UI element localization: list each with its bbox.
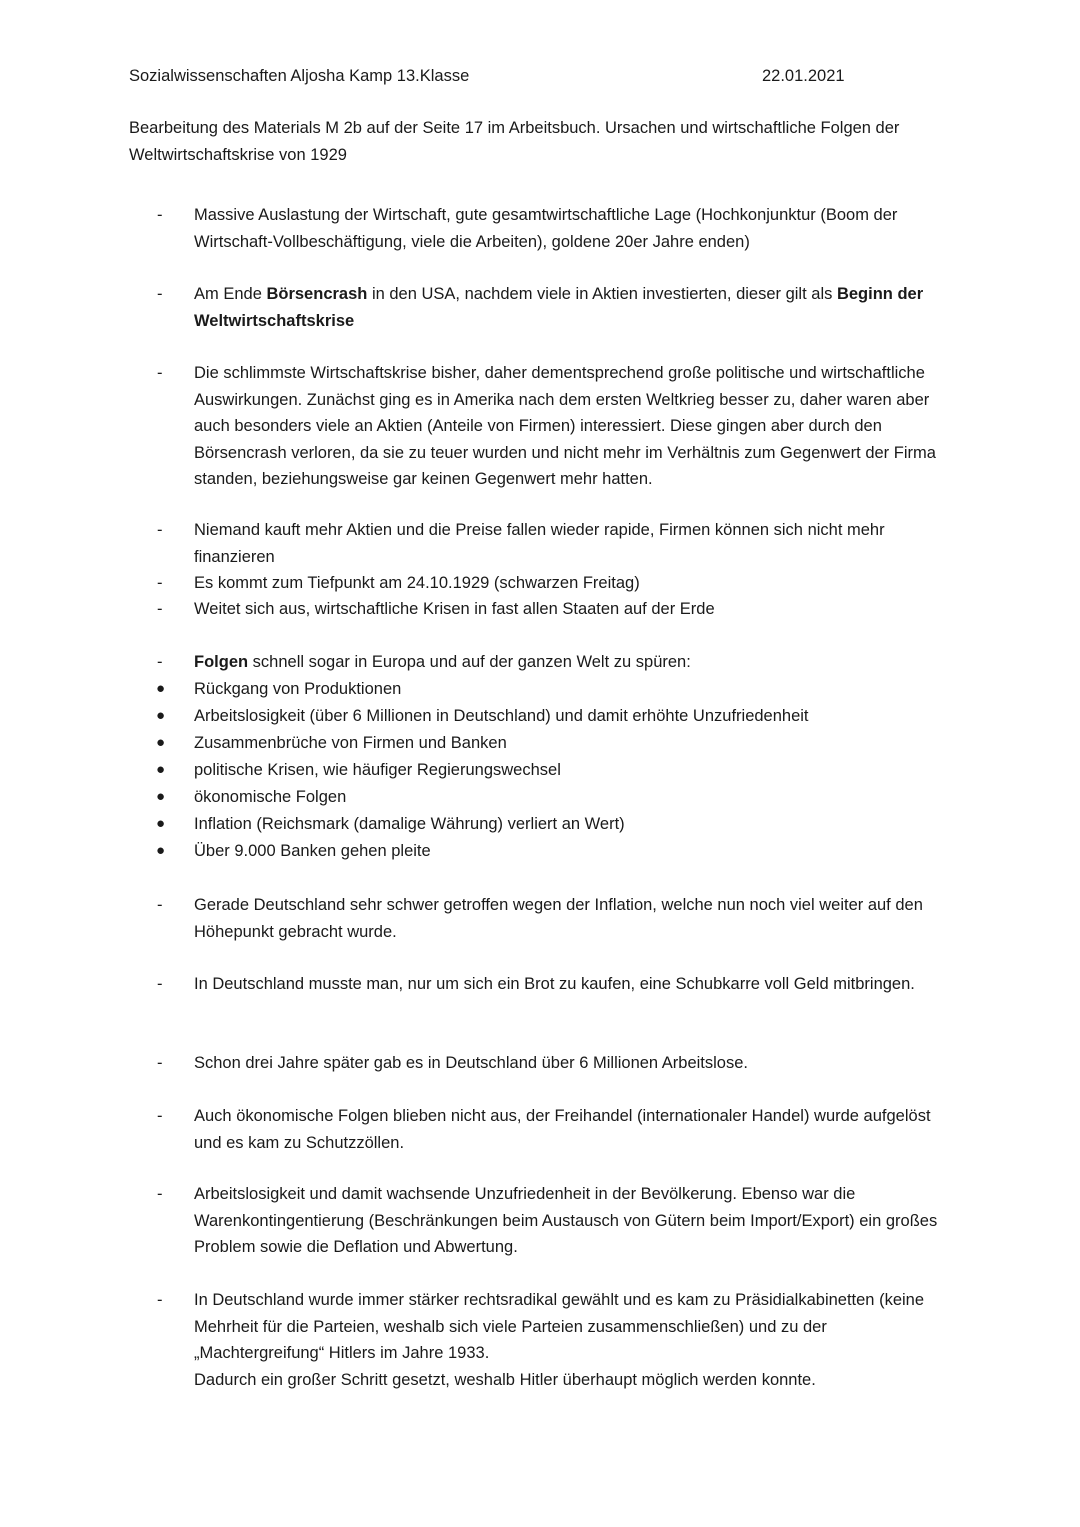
item-text [194, 517, 959, 570]
bullet-marker: ● [156, 707, 166, 724]
bold-text: Folgen [194, 653, 249, 671]
text-segment: In Deutschland musste man, nur um sich ein Brot zu kaufen, eine Schubkarre voll Geld mitbringen. [194, 975, 915, 993]
item-text [194, 360, 959, 493]
text-segment: Über 9.000 Banken gehen pleite [194, 842, 431, 860]
text-segment: Schon drei Jahre später gab es in Deutschland über 6 Millionen Arbeitslose. [194, 1054, 748, 1072]
text-segment: politische Krisen, wie häufiger Regierungswechsel [194, 761, 561, 779]
dash-marker: - [157, 1054, 163, 1072]
text-segment: Auch ökonomische Folgen blieben nicht aus, der Freihandel (internationaler Handel) wurde aufgelöst und es kam zu Schutzzöllen. [194, 1107, 931, 1152]
text-segment: Rückgang von Produktionen [194, 680, 402, 698]
dash-marker: - [157, 521, 163, 539]
text-segment: Die schlimmste Wirtschaftskrise bisher, daher dementsprechend große politische und wirtschaftliche Auswirkungen. Zunächst ging es in Amerika nach dem ersten Weltkrieg besser zu, daher waren aber auch besonders viele an Aktien (Anteile von Firmen) interessiert. Diese gingen aber durch den Börsencrash verloren, da sie zu teuer wurden und nicht mehr im Verhältnis zum Gegenwert der Firma standen, beziehungsweise gar keinen Gegenwert mehr hatten. [194, 364, 936, 488]
text-segment: Niemand kauft mehr Aktien und die Preise fallen wieder rapide, Firmen können sich nicht mehr finanzieren [194, 521, 885, 566]
header-date: 22.01.2021 [762, 67, 845, 85]
dash-marker: - [157, 1291, 163, 1309]
item-text [194, 1050, 959, 1077]
item-text [194, 1287, 959, 1393]
text-segment: Weitet sich aus, wirtschaftliche Krisen in fast allen Staaten auf der Erde [194, 600, 715, 618]
dash-marker: - [157, 600, 163, 618]
dash-marker: - [157, 364, 163, 382]
dash-marker: - [157, 653, 163, 671]
item-text [194, 649, 959, 676]
item-text [194, 971, 959, 998]
item-text [194, 202, 959, 255]
item-text [194, 730, 959, 757]
bold-text: Beginn der Weltwirtschaftskrise [194, 285, 924, 330]
text-segment: ökonomische Folgen [194, 788, 347, 806]
item-text [194, 784, 959, 811]
bullet-marker: ● [156, 734, 166, 751]
bullet-marker: ● [156, 815, 166, 832]
text-segment: in den USA, nachdem viele in Aktien investierten, dieser gilt als [367, 285, 837, 303]
bold-text: Börsencrash [266, 285, 368, 303]
item-text [194, 596, 959, 623]
dash-marker: - [157, 1107, 163, 1125]
item-text [194, 1181, 959, 1261]
item-text [194, 757, 959, 784]
intro-paragraph: Bearbeitung des Materials M 2b auf der Seite 17 im Arbeitsbuch. Ursachen und wirtschaftliche Folgen der Weltwirtschaftskrise von 1929 [129, 119, 900, 164]
item-text [194, 811, 959, 838]
text-segment: Dadurch ein großer Schritt gesetzt, weshalb Hitler überhaupt möglich werden konnte. [194, 1370, 816, 1389]
bullet-marker: ● [156, 680, 166, 697]
text-segment: Gerade Deutschland sehr schwer getroffen wegen der Inflation, welche nun noch viel weiter auf den Höhepunkt gebracht wurde. [194, 896, 923, 941]
text-segment: schnell sogar in Europa und auf der ganzen Welt zu spüren: [248, 653, 691, 671]
bullet-marker: ● [156, 788, 166, 805]
text-segment: Massive Auslastung der Wirtschaft, gute gesamtwirtschaftliche Lage (Hochkonjunktur (Boom der Wirtschaft-Vollbeschäftigung, viele die Arbeiten), goldene 20er Jahre enden) [194, 206, 898, 251]
text-segment: Am Ende [194, 285, 267, 303]
dash-marker: - [157, 1185, 163, 1203]
item-text [194, 570, 959, 597]
item-text [194, 1103, 959, 1156]
text-segment: Es kommt zum Tiefpunkt am 24.10.1929 (schwarzen Freitag) [194, 574, 640, 592]
dash-marker: - [157, 896, 163, 914]
text-segment: In Deutschland wurde immer stärker rechtsradikal gewählt und es kam zu Präsidialkabinetten (keine Mehrheit für die Parteien, weshalb sich viele Parteien zusammenschließen) und zu der „Machtergreifung“ Hitlers im Jahre 1933. [194, 1291, 925, 1362]
dash-marker: - [157, 574, 163, 592]
text-segment: Zusammenbrüche von Firmen und Banken [194, 734, 507, 752]
dash-marker: - [157, 206, 163, 224]
item-text [194, 892, 959, 945]
header-title: Sozialwissenschaften Aljosha Kamp 13.Klasse [129, 67, 470, 85]
item-text [194, 676, 959, 703]
item-text [194, 281, 959, 334]
item-text [194, 703, 959, 730]
item-text [194, 838, 959, 865]
bullet-marker: ● [156, 842, 166, 859]
dash-marker: - [157, 975, 163, 993]
text-segment: Arbeitslosigkeit und damit wachsende Unzufriedenheit in der Bevölkerung. Ebenso war die Warenkontingentierung (Beschränkungen beim Austausch von Gütern beim Import/Export) ein großes Problem sowie die Deflation und Abwertung. [194, 1185, 938, 1256]
bullet-marker: ● [156, 761, 166, 778]
text-segment: Inflation (Reichsmark (damalige Währung) verliert an Wert) [194, 815, 625, 833]
text-segment: Arbeitslosigkeit (über 6 Millionen in Deutschland) und damit erhöhte Unzufriedenheit [194, 707, 809, 725]
dash-marker: - [157, 285, 163, 303]
